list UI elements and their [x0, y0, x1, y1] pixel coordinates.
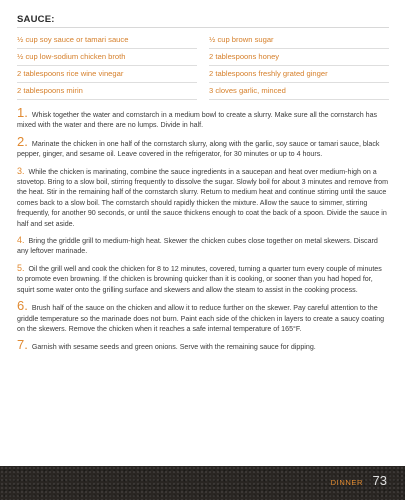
step-number: 2. [17, 133, 28, 149]
recipe-content [17, 14, 389, 359]
step-number: 3. [17, 165, 25, 176]
sauce-heading: SAUCE: [17, 14, 389, 28]
instruction-step-2 [17, 133, 389, 160]
step-text: Oil the grill well and cook the chicken for 8 to 12 minutes, covered, turning a quarter turn every couple of minutes to promote even browning. If the chicken is browning quicker than it is cooking, or sooner than you had hoped for, squirt some water onto the grilling surface and skewers and allow the steam to assist in the cooking process. [17, 264, 382, 294]
ingredient-item: 2 tablespoons honey [209, 49, 389, 66]
page-footer [0, 466, 405, 500]
instruction-step-1 [17, 105, 389, 131]
ingredient-item: 2 tablespoons mirin [17, 83, 197, 100]
ingredient-item: 2 tablespoons freshly grated ginger [209, 66, 389, 83]
instruction-step-4 [17, 235, 389, 257]
ingredient-item: ½ cup low-sodium chicken broth [17, 49, 197, 66]
ingredient-item: 2 tablespoons rice wine vinegar [17, 66, 197, 83]
ingredient-item: ½ cup soy sauce or tamari sauce [17, 32, 197, 49]
step-number: 4. [17, 235, 25, 246]
step-number: 1. [17, 105, 28, 120]
instruction-steps [17, 105, 389, 353]
ingredient-item: 3 cloves garlic, minced [209, 83, 389, 100]
step-number: 5. [17, 262, 25, 273]
step-text: Brush half of the sauce on the chicken and allow it to reduce further on the skewer. Pay careful attention to the griddle temperature so the marinade does not burn. Paint each side of the chicken in layers to create a saucy coating on the skewers. Remove the chicken when it reaches a safe internal temperature of 165°F. [17, 304, 385, 333]
instruction-step-6 [17, 298, 389, 334]
page-number: 73 [372, 473, 387, 488]
footer-section-name: DINNER [330, 478, 363, 487]
ingredient-item: ½ cup brown sugar [209, 32, 389, 49]
step-number: 7. [17, 337, 28, 353]
step-text: While the chicken is marinating, combine the sauce ingredients in a saucepan and heat over medium-high on a stovetop. Bring to a slow boil, stirring frequently to dissolve the sugar. Slowly boil for about 3 minutes and remove from the heat. Stir in the remaining half of the cornstarch slurry. Return to medium heat and continue stirring until the sauce comes back to a slow boil. The cornstarch should rapidly thicken the mixture. Allow the sauce to simmer, stirring frequently, for another 90 seconds, or until the sauce thickens enough to coat the back of a spoon. Divide the sauce in half and set aside. [17, 167, 389, 228]
sauce-ingredients [17, 32, 389, 100]
step-text: Whisk together the water and cornstarch in a medium bowl to create a slurry. Make sure all the cornstarch has mixed with the water and there are no lumps. Divide in half. [17, 111, 378, 130]
instruction-step-5 [17, 263, 389, 295]
step-text: Marinate the chicken in one half of the cornstarch slurry, along with the garlic, soy sauce or tamari sauce, black pepper, ginger, and sesame oil. Leave covered in the refrigerator, for 30 minutes or up to 4 hours. [17, 139, 380, 159]
step-number: 6. [17, 298, 28, 314]
step-text: Garnish with sesame seeds and green onions. Serve with the remaining sauce for dipping. [31, 343, 316, 352]
instruction-step-7 [17, 337, 389, 353]
step-text: Bring the griddle grill to medium-high heat. Skewer the chicken cubes close together on metal skewers. Discard any leftover marinade. [17, 237, 378, 256]
instruction-step-3 [17, 166, 389, 229]
